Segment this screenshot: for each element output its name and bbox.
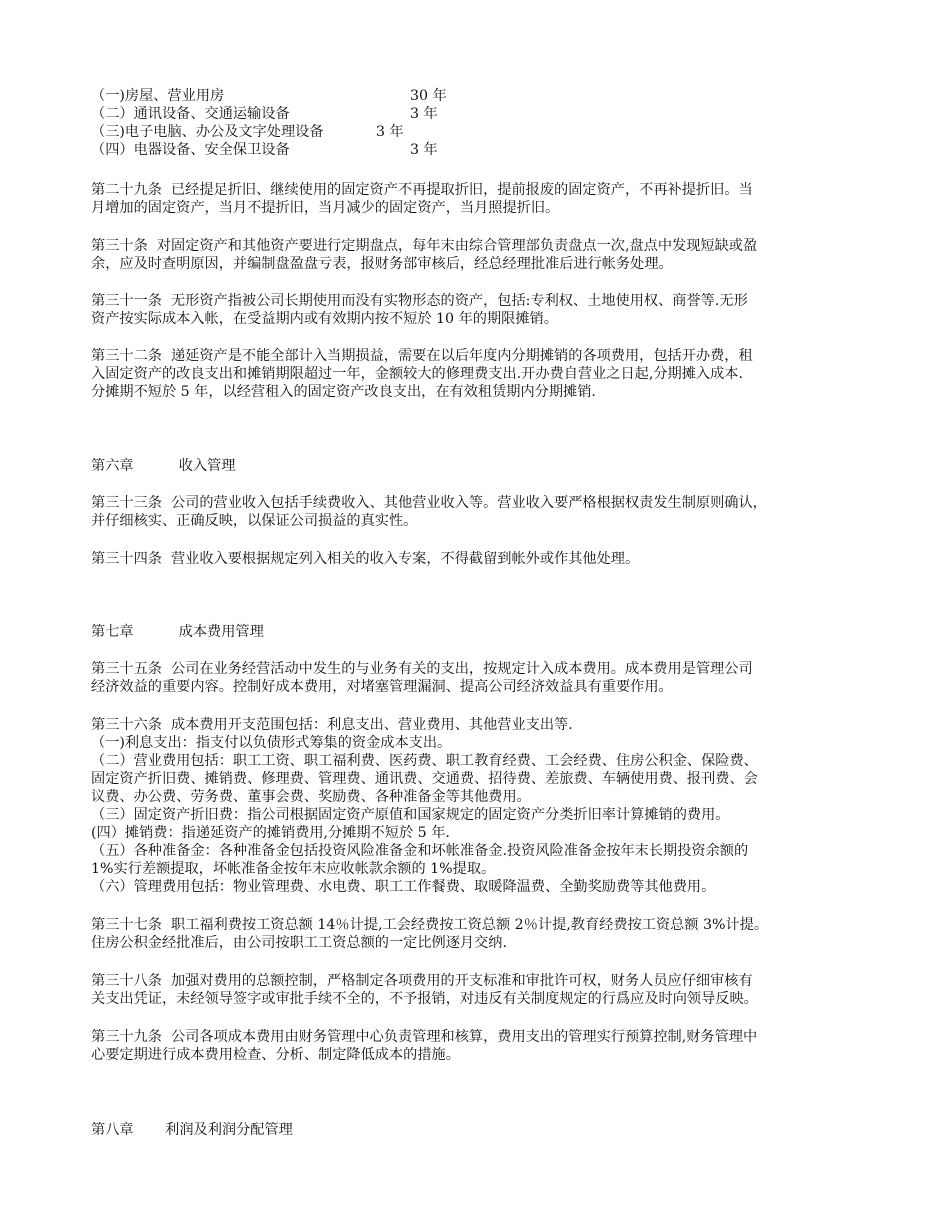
paragraph-line: (四）摊销费：指递延资产的摊销费用,分摊期不短於 5 年.	[91, 825, 450, 841]
paragraph-line: （一)利息支出：指支付以负债形式筹集的资金成本支出。	[91, 735, 452, 751]
paragraph-line: 第三十八条 加强对费用的总额控制，严格制定各项费用的开支标准和审批许可权，财务人员应仔细审核有	[91, 973, 753, 989]
table-row-years: 30 年	[410, 88, 447, 104]
paragraph-line: 第三十三条 公司的营业收入包括手续费收入、其他营业收入等。营业收入要严格根据权责发生制原则确认，	[91, 495, 767, 511]
paragraph-line: 第三十六条 成本费用开支范围包括：利息支出、营业费用、其他营业支出等.	[91, 717, 573, 733]
paragraph-line: 第二十九条 已经提足折旧、继续使用的固定资产不再提取折旧，提前报废的固定资产，不再补提折旧。当	[91, 182, 753, 198]
table-row-years: 3 年	[376, 124, 404, 140]
paragraph-line: （三）固定资产折旧费：指公司根据固定资产原值和国家规定的固定资产分类折旧率计算摊销的费用。	[91, 807, 730, 823]
paragraph-line: 资产按实际成本入帐，在受益期内或有效期内按不短於 10 年的期限摊销。	[91, 311, 558, 327]
table-row-category: （一)房屋、营业用房	[91, 88, 225, 104]
table-row-category: （三)电子电脑、办公及文字处理设备	[91, 124, 324, 140]
paragraph-line: 心要定期进行成本费用检查、分析、制定降低成本的措施。	[91, 1047, 460, 1063]
paragraph-line: 固定资产折旧费、摊销费、修理费、管理费、通讯费、交通费、招待费、差旅费、车辆使用费、报刊费、会	[91, 771, 758, 787]
paragraph-line: 入固定资产的改良支出和摊销期限超过一年，金额较大的修理费支出.开办费自营业之日起,分期摊入成本.	[91, 366, 743, 382]
paragraph-line: 并仔细核实、正确反映，以保证公司损益的真实性。	[91, 513, 418, 529]
paragraph-line: 第三十一条 无形资产指被公司长期使用而没有实物形态的资产，包括:专利权、土地使用权、商誉等.无形	[91, 293, 748, 309]
paragraph-line: 住房公积金经批准后，由公司按职工工资总额的一定比例逐月交纳.	[91, 935, 507, 951]
paragraph-line: 第三十九条 公司各项成本费用由财务管理中心负责管理和核算，费用支出的管理实行预算控制,财务管理中	[91, 1029, 758, 1045]
table-row-category: （四）电器设备、安全保卫设备	[91, 142, 290, 158]
chapter-heading: 第六章 收入管理	[91, 458, 236, 474]
paragraph-line: （六）管理费用包括：物业管理费、水电费、职工工作餐费、取暖降温费、全勤奖励费等其他费用。	[91, 879, 716, 895]
paragraph-line: 第三十四条 营业收入要根据规定列入相关的收入专案，不得截留到帐外或作其他处理。	[91, 551, 640, 567]
chapter-heading: 第七章 成本费用管理	[91, 624, 264, 640]
chapter-heading: 第八章 利润及利润分配管理	[91, 1122, 293, 1138]
table-row-years: 3 年	[410, 142, 438, 158]
table-row-category: （二）通讯设备、交通运输设备	[91, 106, 290, 122]
paragraph-line: 1%实行差额提取，坏帐准备金按年末应收帐款余额的 1%提取。	[91, 861, 496, 877]
paragraph-line: 第三十二条 递延资产是不能全部计入当期损益，需要在以后年度内分期摊销的各项费用，包括开办费，租	[91, 348, 753, 364]
paragraph-line: 月增加的固定资产，当月不提折旧，当月减少的固定资产，当月照提折旧。	[91, 200, 560, 216]
paragraph-line: 第三十七条 职工福利费按工资总额 14％计提,工会经费按工资总额 2％计提,教育经费按工资总额 3%计提。	[91, 917, 769, 933]
paragraph-line: 经济效益的重要内容。控制好成本费用，对堵塞管理漏洞、提高公司经济效益具有重要作用。	[91, 679, 673, 695]
paragraph-line: （二）营业费用包括：职工工资、职工福利费、医药费、职工教育经费、工会经费、住房公积金、保险费、	[91, 753, 758, 769]
paragraph-line: 第三十五条 公司在业务经营活动中发生的与业务有关的支出，按规定计入成本费用。成本费用是管理公司	[91, 661, 753, 677]
paragraph-line: 分摊期不短於 5 年，以经营租入的固定资产改良支出，在有效租赁期内分期摊销.	[91, 384, 596, 400]
table-row-years: 3 年	[410, 106, 438, 122]
paragraph-line: 关支出凭证，未经领导签字或审批手续不全的，不予报销，对违反有关制度规定的行爲应及时向领导反映。	[91, 991, 758, 1007]
paragraph-line: 第三十条 对固定资产和其他资产要进行定期盘点，每年末由综合管理部负责盘点一次,盘点中发现短缺或盈	[91, 238, 758, 254]
paragraph-line: 余，应及时查明原因，并编制盘盈盘亏表，报财务部审核后，经总经理批准后进行帐务处理。	[91, 256, 673, 272]
paragraph-line: 议费、办公费、劳务费、董事会费、奖励费、各种准备金等其他费用。	[91, 789, 531, 805]
paragraph-line: （五）各种准备金：各种准备金包括投资风险准备金和坏帐准备金.投资风险准备金按年末长期投资余额的	[91, 843, 749, 859]
